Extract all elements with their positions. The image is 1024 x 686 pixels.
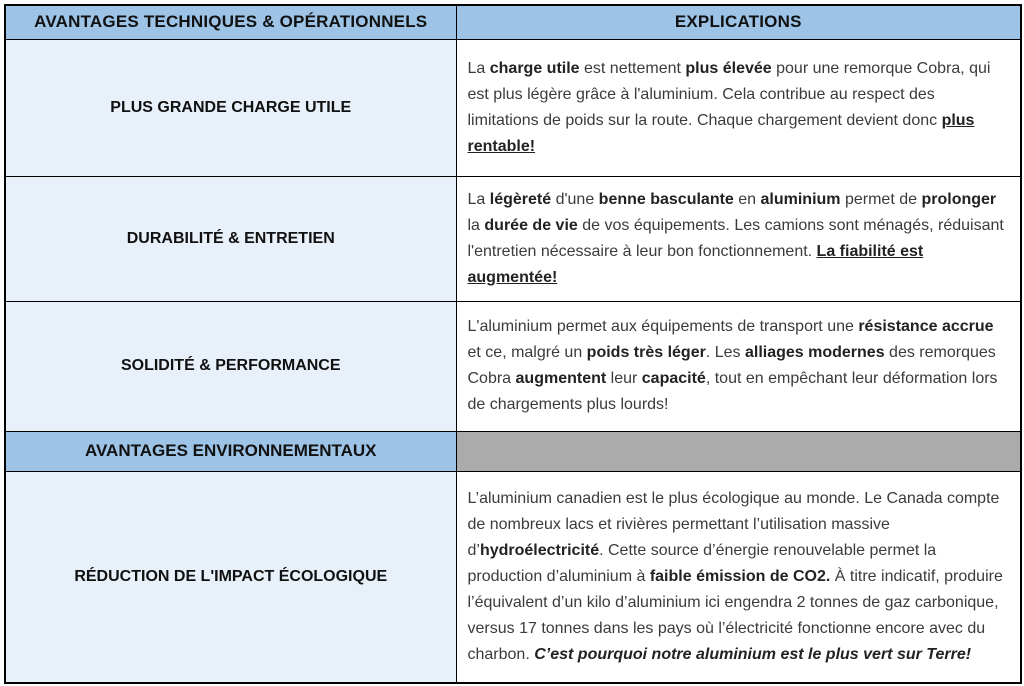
column-header-explications: EXPLICATIONS	[456, 5, 1021, 39]
advantages-table	[4, 4, 1022, 684]
explanation-durabilite-entretien: La légèreté d'une benne basculante en aluminium permet de prolonger la durée de vie de vos équipements. Les camions sont ménagés, réduisant l'entretien nécessaire à leur bon fonctionnement. La fiabilité est augmentée!	[456, 176, 1021, 301]
explanation-charge-utile: La charge utile est nettement plus élevée pour une remorque Cobra, qui est plus légère grâce à l'aluminium. Cela contribue au respect des limitations de poids sur la route. Chaque chargement devient donc plus rentable!	[456, 39, 1021, 176]
section-header-avantages-environnementaux: AVANTAGES ENVIRONNEMENTAUX	[5, 431, 456, 471]
table-row	[5, 471, 1021, 683]
header-row	[5, 5, 1021, 39]
row-label-solidite-performance: SOLIDITÉ & PERFORMANCE	[5, 301, 456, 431]
table-row	[5, 39, 1021, 176]
column-header-avantages-techniques: AVANTAGES TECHNIQUES & OPÉRATIONNELS	[5, 5, 456, 39]
explanation-solidite-performance: L'aluminium permet aux équipements de transport une résistance accrue et ce, malgré un poids très léger. Les alliages modernes des remorques Cobra augmentent leur capacité, tout en empêchant leur déformation lors de chargements plus lourds!	[456, 301, 1021, 431]
section-header-empty-cell	[456, 431, 1021, 471]
row-label-reduction-impact-ecologique: RÉDUCTION DE L'IMPACT ÉCOLOGIQUE	[5, 471, 456, 683]
section-header-row	[5, 431, 1021, 471]
explanation-reduction-impact-ecologique: L’aluminium canadien est le plus écologique au monde. Le Canada compte de nombreux lacs et rivières permettant l’utilisation massive d’hydroélectricité. Cette source d’énergie renouvelable permet la production d’aluminium à faible émission de CO2. À titre indicatif, produire l’équivalent d’un kilo d’aluminium ici engendra 2 tonnes de gaz carbonique, versus 17 tonnes dans les pays où l’électricité fonctionne encore avec du charbon. C’est pourquoi notre aluminium est le plus vert sur Terre!	[456, 471, 1021, 683]
row-label-charge-utile: PLUS GRANDE CHARGE UTILE	[5, 39, 456, 176]
table-row	[5, 301, 1021, 431]
table-row	[5, 176, 1021, 301]
row-label-durabilite-entretien: DURABILITÉ & ENTRETIEN	[5, 176, 456, 301]
